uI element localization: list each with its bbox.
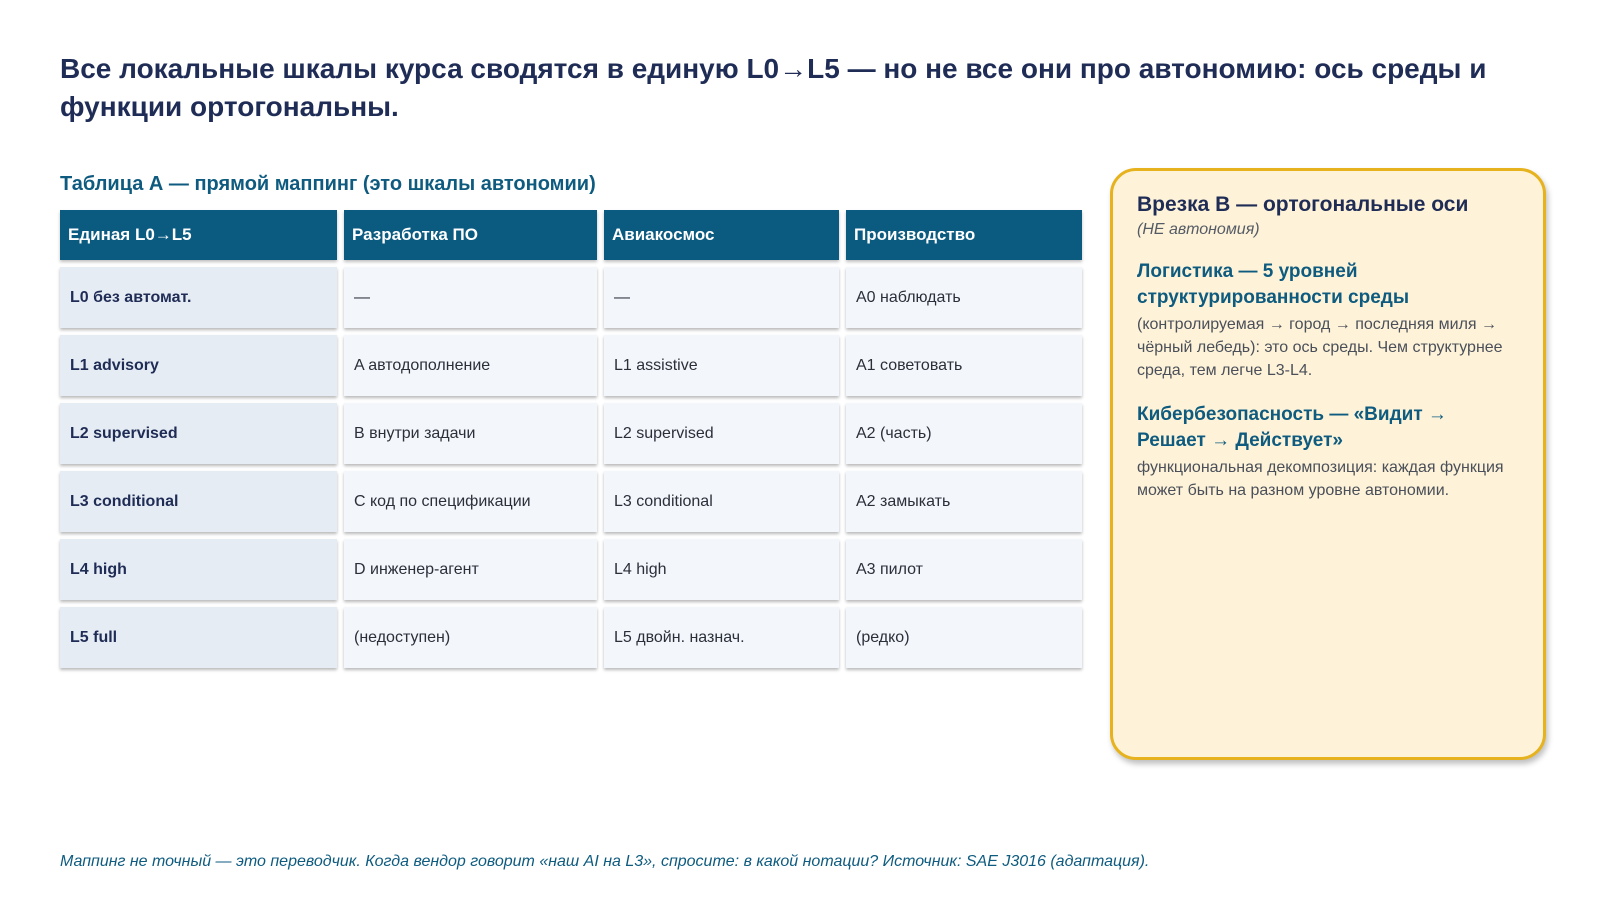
table-cell-level: L5 full — [60, 607, 337, 668]
sidebar-block-cybersecurity — [1137, 402, 1519, 502]
sidebar-block-text: функциональная декомпозиция: каждая функция может быть на разном уровне автономии. — [1137, 459, 1504, 499]
table-cell-software: C код по спецификации — [344, 471, 597, 532]
table-cell-manufacturing: A1 советовать — [846, 335, 1082, 396]
table-cell-software: (недоступен) — [344, 607, 597, 668]
table-cell-aerospace: L4 high — [604, 539, 839, 600]
table-cell-aerospace: — — [604, 267, 839, 328]
table-cell-level: L4 high — [60, 539, 337, 600]
column-header-manufacturing: Производство — [846, 210, 1082, 260]
table-cell-aerospace: L3 conditional — [604, 471, 839, 532]
table-cell-manufacturing: A3 пилот — [846, 539, 1082, 600]
table-a-heading: Таблица А — прямой маппинг (это шкалы автономии) — [60, 173, 596, 195]
table-cell-software: B внутри задачи — [344, 403, 597, 464]
sidebar-orthogonal-axes — [1110, 168, 1546, 760]
table-cell-level: L0 без автомат. — [60, 267, 337, 328]
table-cell-level: L2 supervised — [60, 403, 337, 464]
page-title: Все локальные шкалы курса сводятся в единую L0→L5 — но не все они про автономию: ось среды и функции ортогональны. — [60, 53, 1487, 122]
table-cell-level: L1 advisory — [60, 335, 337, 396]
sidebar-title: Врезка B — ортогональные оси — [1137, 193, 1469, 216]
table-cell-aerospace: L2 supervised — [604, 403, 839, 464]
sidebar-block-text: (контролируемая → город → последняя миля → чёрный лебедь): это ось среды. Чем структурнее среда, тем легче L3-L4. — [1137, 316, 1503, 379]
sidebar-block-heading: Кибербезопасность — «Видит → Решает → Действует» — [1137, 404, 1447, 451]
sidebar-subtitle: (НЕ автономия) — [1137, 221, 1260, 238]
table-cell-software: — — [344, 267, 597, 328]
mapping-table — [60, 210, 1082, 668]
table-cell-software: A автодополнение — [344, 335, 597, 396]
column-header-software: Разработка ПО — [344, 210, 597, 260]
sidebar-block-logistics — [1137, 259, 1519, 382]
table-cell-software: D инженер-агент — [344, 539, 597, 600]
table-cell-manufacturing: A2 (часть) — [846, 403, 1082, 464]
column-header-unified: Единая L0→L5 — [60, 210, 337, 260]
table-cell-aerospace: L5 двойн. назнач. — [604, 607, 839, 668]
table-cell-manufacturing: A2 замыкать — [846, 471, 1082, 532]
table-cell-aerospace: L1 assistive — [604, 335, 839, 396]
table-cell-level: L3 conditional — [60, 471, 337, 532]
sidebar-block-heading: Логистика — 5 уровней структурированности среды — [1137, 261, 1410, 308]
table-cell-manufacturing: (редко) — [846, 607, 1082, 668]
column-header-aerospace: Авиакосмос — [604, 210, 839, 260]
footnote: Маппинг не точный — это переводчик. Когда вендор говорит «наш AI на L3», спросите: в какой нотации? Источник: SAE J3016 (адаптация). — [60, 853, 1150, 870]
table-cell-manufacturing: A0 наблюдать — [846, 267, 1082, 328]
